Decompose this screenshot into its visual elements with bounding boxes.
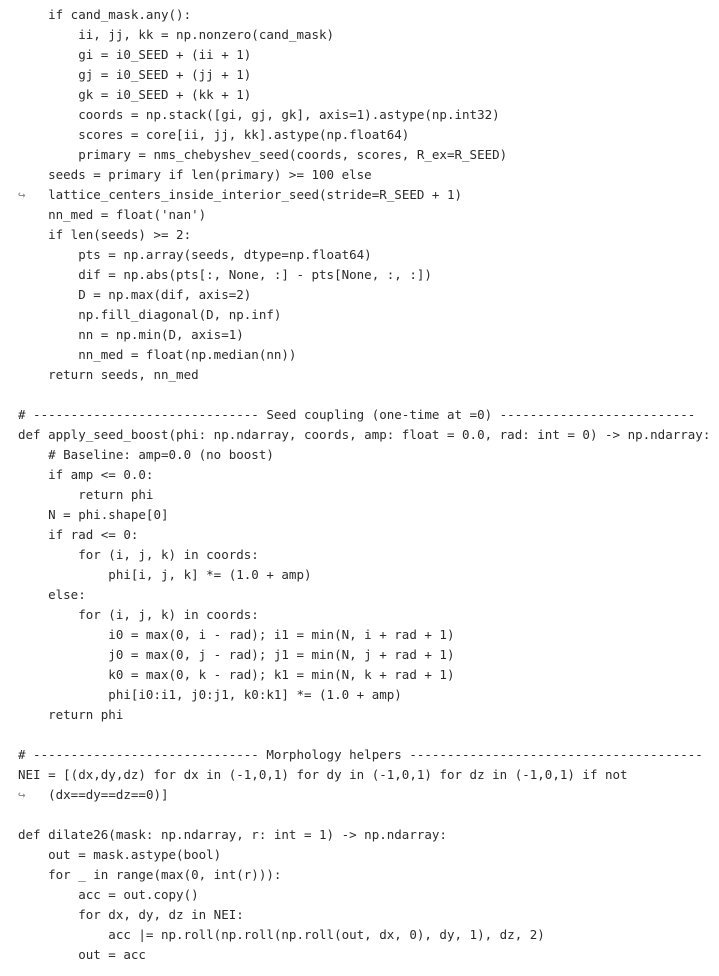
code-line: coords = np.stack([gi, gj, gk], axis=1).astype(np.int32) [18, 107, 500, 122]
code-line: acc = out.copy() [18, 887, 199, 902]
code-line: def apply_seed_boost(phi: np.ndarray, coords, amp: float = 0.0, rad: int = 0) -> np.ndarray: [18, 427, 711, 442]
code-line [18, 385, 710, 405]
code-line: NEI = [(dx,dy,dz) for dx in (-1,0,1) for dy in (-1,0,1) for dz in (-1,0,1) if not [18, 767, 628, 782]
code-line: gk = i0_SEED + (kk + 1) [18, 87, 252, 102]
code-line: for (i, j, k) in coords: [18, 607, 259, 622]
line-continuation-icon: ↪ [18, 187, 26, 202]
code-line: scores = core[ii, jj, kk].astype(np.float64) [18, 127, 410, 142]
code-line: seeds = primary if len(primary) >= 100 else [18, 167, 372, 182]
code-line [18, 185, 710, 205]
code-line: if amp <= 0.0: [18, 467, 154, 482]
code-line: primary = nms_chebyshev_seed(coords, scores, R_ex=R_SEED) [18, 147, 508, 162]
code-line: N = phi.shape[0] [18, 507, 169, 522]
code-line: nn = np.min(D, axis=1) [18, 327, 244, 342]
code-line: out = acc [18, 947, 146, 962]
code-line: dif = np.abs(pts[:, None, :] - pts[None, :, :]) [18, 267, 432, 282]
code-line [18, 725, 710, 745]
code-line: if cand_mask.any(): [18, 7, 192, 22]
code-line: np.fill_diagonal(D, np.inf) [18, 307, 282, 322]
code-line: else: [18, 587, 86, 602]
code-line: acc |= np.roll(np.roll(np.roll(out, dx, 0), dy, 1), dz, 2) [18, 927, 545, 942]
code-line: k0 = max(0, k - rad); k1 = min(N, k + rad + 1) [18, 667, 455, 682]
code-line: gj = i0_SEED + (jj + 1) [18, 67, 252, 82]
code-line: return phi [18, 707, 124, 722]
code-line: def dilate26(mask: np.ndarray, r: int = 1) -> np.ndarray: [18, 827, 447, 842]
code-line: # ------------------------------ Seed coupling (one-time at =0) -------------------------- [18, 407, 696, 422]
code-line: for _ in range(max(0, int(r))): [18, 867, 282, 882]
code-line: ii, jj, kk = np.nonzero(cand_mask) [18, 27, 335, 42]
code-line: out = mask.astype(bool) [18, 847, 222, 862]
code-line [18, 805, 710, 825]
code-line: nn_med = float(np.median(nn)) [18, 347, 297, 362]
code-line-text: lattice_centers_inside_interior_seed(stride=R_SEED + 1) [25, 187, 463, 202]
code-line: pts = np.array(seeds, dtype=np.float64) [18, 247, 372, 262]
line-continuation-icon: ↪ [18, 787, 26, 802]
code-line: if len(seeds) >= 2: [18, 227, 192, 242]
code-line: for (i, j, k) in coords: [18, 547, 259, 562]
code-line: return seeds, nn_med [18, 367, 199, 382]
code-line: phi[i, j, k] *= (1.0 + amp) [18, 567, 312, 582]
code-line: D = np.max(dif, axis=2) [18, 287, 252, 302]
code-line: j0 = max(0, j - rad); j1 = min(N, j + rad + 1) [18, 647, 455, 662]
code-line [18, 785, 710, 805]
code-line: if rad <= 0: [18, 527, 139, 542]
code-listing [18, 5, 710, 965]
code-line: gi = i0_SEED + (ii + 1) [18, 47, 252, 62]
code-line: phi[i0:i1, j0:j1, k0:k1] *= (1.0 + amp) [18, 687, 402, 702]
code-line: return phi [18, 487, 154, 502]
code-line: # Baseline: amp=0.0 (no boost) [18, 447, 274, 462]
code-line: nn_med = float('nan') [18, 207, 207, 222]
code-line: i0 = max(0, i - rad); i1 = min(N, i + rad + 1) [18, 627, 455, 642]
code-line-text: (dx==dy==dz==0)] [25, 787, 169, 802]
code-line: for dx, dy, dz in NEI: [18, 907, 244, 922]
code-line: # ------------------------------ Morphology helpers --------------------------------------- [18, 747, 703, 762]
